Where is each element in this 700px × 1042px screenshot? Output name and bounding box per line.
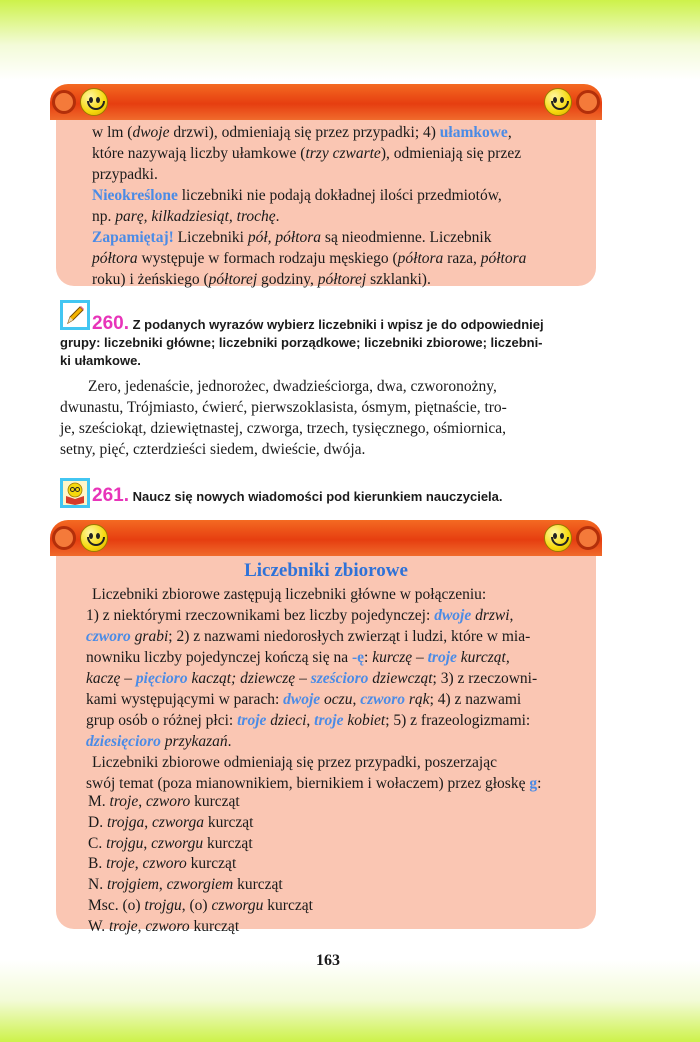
line: Nieokreślone liczebniki nie podają dokładnej ilości przedmiotów, xyxy=(92,187,502,204)
smiley-icon xyxy=(544,524,572,552)
banner-1 xyxy=(50,84,602,120)
info-box-2-text: Liczebniki zbiorowe zastępują liczebniki główne w połączeniu: 1) z niektórymi rzeczownikami bez liczby pojedynczej: dwoje drzwi, czworo grabi; 2) z nazwami niedorosłych zwierząt i ludzi, które w mia- nowniku liczby pojedynczej kończą się na -ę: kurczę – troje kurcząt, kaczę – pięcioro kacząt; dziewczę – sześcioro dziewcząt; 3) z rzeczowni- kami występującymi w parach: dwoje oczu, czworo rąk; 4) z nazwami grup osób o różnej płci: troje dzieci, troje kobiet; 5) z frazeologizmami: dziesięcioro przykazań. Liczebniki zbiorowe odmieniają się przez przypadki, poszerzając swój temat (poza mianownikiem, biernikiem i wołaczem) przez głoskę g: xyxy=(86,586,542,792)
scroll-icon xyxy=(52,90,76,114)
declension-row: W. troje, czworo kurcząt xyxy=(88,917,240,935)
task-260-words: Zero, jedenaście, jednorożec, dwadzieściorga, dwa, czworonożny, dwunastu, Trójmiasto, ćwierć, pierwszoklasista, ósmym, piętnaście, tro- je, sześciokąt, dziewiętnastej, czworga, trzech, tysięcznego, ośmiornica, setny, pięć, czterdzieści siedem, dwieście, dwója. xyxy=(60,378,507,458)
line: Zapamiętaj! Liczebniki pół, półtora są nieodmienne. Liczebnik xyxy=(92,229,492,246)
task-number: 261. xyxy=(92,485,129,506)
line: np. parę, kilkadziesiąt, trochę. xyxy=(92,208,280,225)
line: które nazywają liczby ułamkowe (trzy czwarte), odmieniają się przez xyxy=(92,145,522,162)
task-number: 260. xyxy=(92,313,129,334)
reader-icon xyxy=(60,478,90,508)
declension-row: C. trojgu, czworgu kurcząt xyxy=(88,834,253,852)
declension-row: Msc. (o) trojgu, (o) czworgu kurcząt xyxy=(88,896,313,914)
declension-row: M. troje, czworo kurcząt xyxy=(88,793,240,810)
line: przypadki. xyxy=(92,166,158,183)
line: półtora występuje w formach rodzaju męskiego (półtora raza, półtora xyxy=(92,250,527,267)
scroll-icon xyxy=(576,526,600,550)
section-title: Liczebniki zbiorowe xyxy=(244,560,408,581)
page-number: 163 xyxy=(316,952,340,969)
scroll-icon xyxy=(576,90,600,114)
declension-row: B. troje, czworo kurcząt xyxy=(88,855,237,873)
scroll-icon xyxy=(52,526,76,550)
declension-row: D. trojga, czworga kurcząt xyxy=(88,813,254,831)
line: w lm (dwoje drzwi), odmieniają się przez przypadki; 4) ułamkowe, xyxy=(92,124,512,141)
line: roku) i żeńskiego (półtorej godziny, półtorej szklanki). xyxy=(92,271,431,288)
smiley-icon xyxy=(544,88,572,116)
declension-table xyxy=(88,792,313,938)
pencil-icon xyxy=(60,300,90,330)
banner-2 xyxy=(50,520,602,556)
smiley-icon xyxy=(80,88,108,116)
task-261: 261. Naucz się nowych wiadomości pod kierunkiem nauczyciela. xyxy=(92,485,503,506)
info-box-1-text xyxy=(92,122,590,290)
task-260: 260. Z podanych wyrazów wybierz liczebniki i wpisz je do odpowiedniej grupy: liczebniki główne; liczebniki porządkowe; liczebniki zbiorowe; liczebni- ki ułamkowe. xyxy=(60,313,544,368)
smiley-icon xyxy=(80,524,108,552)
declension-row: N. trojgiem, czworgiem kurcząt xyxy=(88,876,283,894)
